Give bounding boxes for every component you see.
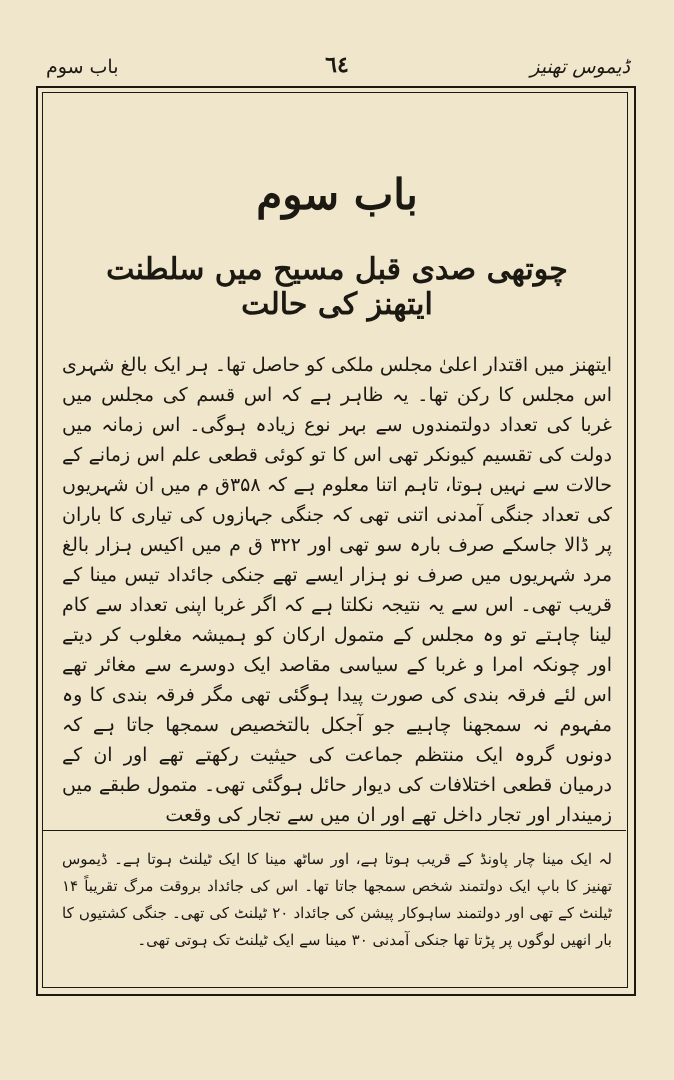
running-head-book-title: ڈیموس تھنیز [530,56,630,78]
footnote-rule [42,830,626,831]
running-head-chapter: باب سوم [46,56,119,78]
chapter-subtitle: چوتھی صدی قبل مسیح میں سلطنت ایتھنز کی حالت [106,252,568,322]
running-head [40,52,634,88]
page-number: ٦٤ [325,52,349,78]
footnote [62,846,612,954]
footnote-text: لہ ایک مینا چار پاونڈ کے قریب ہوتا ہے، اور ساٹھ مینا کا ایک ٹیلنٹ ہوتا ہے۔ ڈیموس تھنیز کا باپ ایک دولتمند شخص سمجھا جاتا تھا۔ اس کی جائداد بروقت مرگ تقریباً ۱۴ ٹیلنٹ کے تھی اور دولتمند ساہوکار پیشن کی جائداد ۲۰ ٹیلنٹ کی تھی۔ جنگی کشتیوں کا بار انھیں لوگوں پر پڑتا تھا جنکی آمدنی ۳۰ مینا سے ایک ٹیلنٹ تک ہوتی تھی۔ [62,850,612,949]
body-text [62,350,612,830]
body-paragraph: ایتھنز میں اقتدار اعلیٰ مجلس ملکی کو حاصل تھا۔ ہر ایک بالغ شہری اس مجلس کا رکن تھا۔ یہ ظاہر ہے کہ اس قسم کی مجلس میں غربا کی تعداد دولتمندوں سے بہر نوع زیادہ ہوگی۔ اس زمانہ میں دولت کی تقسیم کیونکر تھی اس کا تو کوئی قطعی علم اس زمانے کے حالات سے نہیں ہوتا، تاہم اتنا معلوم ہے کہ ۳۵۸ق م میں ان شہریوں کی تعداد جنگی آمدنی اتنی تھی کہ جنگی جہازوں کی تیاری کا باران پر ڈالا جاسکے صرف بارہ سو تھی اور ۳۲۲ ق م میں اکیس ہزار بالغ مرد شہریوں میں صرف نو ہزار ایسے تھے جنکی جائداد تیس مینا کے قریب تھی۔ اس سے یہ نتیجہ نکلتا ہے کہ اگر غربا اپنی تعداد سے کام لینا چاہتے تو وہ مجلس کے متمول ارکان کو ہمیشہ مغلوب کر دیتے اور چونکہ امرا و غربا کے سیاسی مقاصد ایک دوسرے سے مغائر تھے اس لئے فرقہ بندی کی صورت پیدا ہوگئی تھی مگر فرقہ بندی کا وہ مفہوم نہ سمجھنا چاہیے جو آجکل بالتخصیص سمجھا جاتا ہے کہ دونوں گروہ ایک منتظم جماعت کی حیثیت رکھتے تھے اور ان کے درمیان قطعی اختلافات کی دیوار حائل ہوگئی تھی۔ متمول طبقے میں زمیندار اور تجار داخل تھے اور ان میں سے تجار کی وقعت [62,354,612,826]
chapter-title: باب سوم [256,170,418,219]
